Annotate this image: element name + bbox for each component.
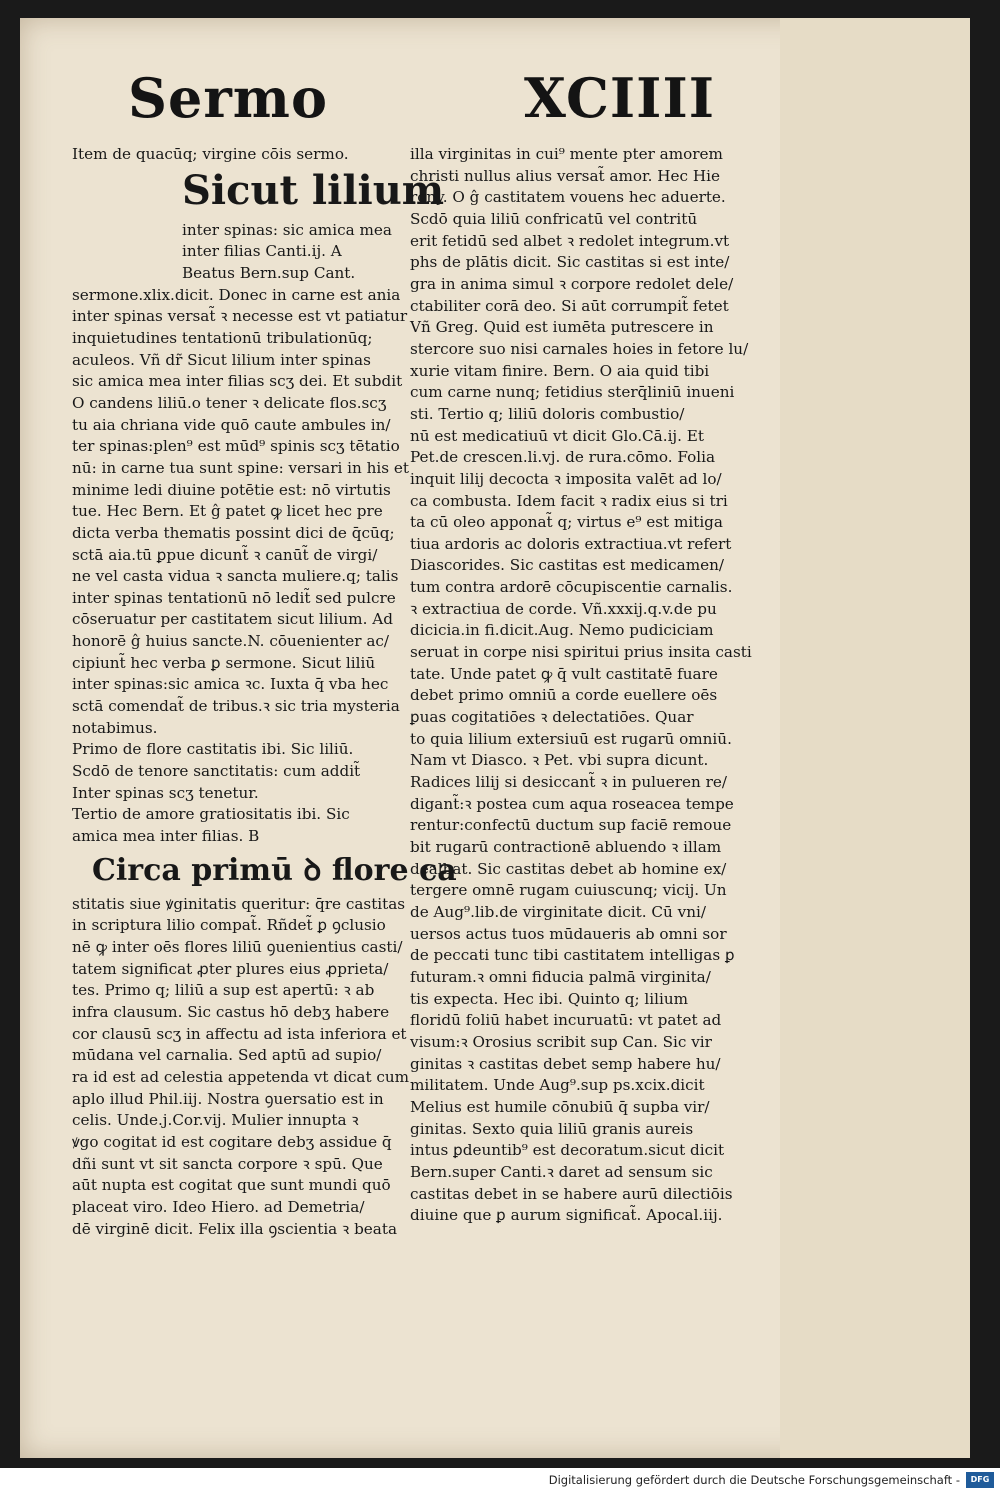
- text-line: dñi sunt vt sit sancta corpore ꝛ spū. Que: [72, 1154, 383, 1173]
- text-line: digant̃:ꝛ postea cum aqua roseacea tempe: [410, 794, 734, 813]
- text-line: inquit lilij decocta ꝛ imposita valēt ad lo/: [410, 469, 722, 488]
- text-line: sti. Tertio q; liliū doloris combustio/: [410, 404, 685, 423]
- text-line: tate. Unde patet ꝙ q̄ vult castitatē fuare: [410, 664, 718, 683]
- text-line: seruat in corpe nisi spiritui prius insita casti: [410, 643, 752, 662]
- text-line: placeat viro. Ideo Hiero. ad Demetria/: [72, 1197, 365, 1216]
- text-line: militatem. Unde Aug⁹.sup ps.xcix.dicit: [410, 1076, 705, 1095]
- text-line: sctā comendat̃ de tribus.ꝛ sic tria mysteria: [72, 697, 400, 716]
- text-line: christi nullus alius versat̃ amor. Hec Hie: [410, 166, 720, 185]
- text-line: illa virginitas in cui⁹ mente pter amorem: [410, 145, 723, 163]
- text-line: Item de quacūq; virgine cōis sermo.: [72, 145, 349, 163]
- text-line: dicicia.in fi.dicit.Aug. Nemo pudiciciam: [410, 621, 714, 640]
- text-line: castitas debet in se habere aurū dilectiōis: [410, 1184, 733, 1203]
- text-line: Bern.super Canti.ꝛ daret ad sensum sic: [410, 1162, 713, 1181]
- text-line: Primo de flore castitatis ibi. Sic liliū.: [72, 740, 354, 759]
- text-line: inter spinas:sic amica ꝛc. Iuxta q̄ vba hec: [72, 675, 389, 694]
- text-line: inter filias Canti.ij. A: [182, 242, 342, 261]
- text-line: stitatis siue ꝟginitatis queritur: q̄re castitas: [72, 894, 406, 913]
- text-line: aūt nupta est cogitat que sunt mundi quō: [72, 1176, 391, 1195]
- text-line: ra id est ad celestia appetenda vt dicat cum: [72, 1067, 410, 1086]
- text-line: cōseruatur per castitatem sicut lilium. Ad: [72, 610, 393, 629]
- text-line: sic amica mea inter filias scʒ dei. Et subdit: [72, 372, 403, 391]
- text-line: celis. Unde.j.Cor.vij. Mulier innupta ꝛ: [72, 1111, 359, 1130]
- text-line: Scdō quia liliū confricatū vel contritū: [410, 209, 698, 228]
- text-line: ꝟgo cogitat id est cogitare debʒ assidue q̄: [72, 1132, 392, 1151]
- text-line: phs de plātis dicit. Sic castitas si est inte/: [410, 253, 730, 272]
- dfg-logo: DFG: [966, 1472, 994, 1488]
- text-line: ꝑuas cogitatiōes ꝛ delectatiōes. Quar: [410, 708, 694, 727]
- text-line: tue. Hec Bern. Et ĝ patet ꝙ licet hec pre: [72, 502, 383, 521]
- text-line: ctabiliter corā deo. Si aūt corrumpit̃ fetet: [410, 296, 729, 315]
- text-line: rony. O ĝ castitatem vouens hec aduerte.: [410, 188, 726, 207]
- text-line: tis expecta. Hec ibi. Quinto q; lilium: [410, 989, 689, 1008]
- text-line: ginitas. Sexto quia liliū granis aureis: [410, 1119, 694, 1138]
- text-line: intus ꝑdeuntib⁹ est decoratum.sicut dicit: [410, 1141, 725, 1160]
- text-line: Circa primū ꝺ flore ca: [92, 852, 457, 888]
- text-column-left: [72, 144, 457, 1240]
- text-line: floridū foliū habet incuruatū: vt patet ad: [410, 1011, 722, 1030]
- text-line: dicta verba thematis possint dici de q̄cūq;: [72, 523, 395, 542]
- folio-number: XCIIII: [524, 66, 715, 130]
- text-line: aculeos. Vñ dr̃ Sicut lilium inter spinas: [72, 350, 371, 369]
- text-line: Inter spinas scʒ tenetur.: [72, 783, 259, 802]
- text-line: honorē ĝ huius sancte.N. cōuenienter ac/: [72, 632, 390, 651]
- running-head-left: Sermo: [128, 66, 328, 130]
- text-line: ne vel casta vidua ꝛ sancta muliere.q; talis: [72, 567, 399, 586]
- text-line: Sicut lilium: [182, 166, 445, 214]
- text-line: futuram.ꝛ omni fiducia palmā virginita/: [410, 967, 711, 986]
- text-line: ta cū oleo apponat̃ q; virtus e⁹ est mitiga: [410, 513, 723, 532]
- text-line: de Aug⁹.lib.de virginitate dicit. Cū vni/: [410, 902, 706, 921]
- text-line: ꝛ extractiua de corde. Vñ.xxxij.q.v.de pu: [410, 599, 717, 618]
- text-line: tum contra ardorē cōcupiscentie carnalis.: [410, 578, 733, 597]
- text-line: inter spinas tentationū nō ledit̃ sed pulcre: [72, 588, 396, 607]
- text-line: Tertio de amore gratiositatis ibi. Sic: [72, 805, 350, 824]
- text-line: minime ledi diuine potētie est: nō virtutis: [72, 480, 391, 499]
- text-line: sermone.xlix.dicit. Donec in carne est ania: [72, 285, 401, 304]
- text-line: dē virginē dicit. Felix illa ꝯscientia ꝛ beata: [72, 1219, 398, 1238]
- text-line: tu aia chriana vide quō caute ambules in/: [72, 415, 391, 434]
- text-line: Vñ Greg. Quid est iumēta putrescere in: [410, 318, 714, 337]
- text-line: mūdana vel carnalia. Sed aptū ad supio/: [72, 1046, 382, 1065]
- text-line: infra clausum. Sic castus hō debʒ habere: [72, 1002, 390, 1021]
- text-line: aplo illud Phil.iij. Nostra ꝯuersatio est in: [72, 1089, 384, 1108]
- text-line: O candens liliū.o tener ꝛ delicate flos.scʒ: [72, 393, 387, 412]
- text-line: cor clausū scʒ in affectu ad ista inferiora et: [72, 1024, 407, 1043]
- text-column-right: [410, 144, 752, 1227]
- text-line: Nam vt Diasco. ꝛ Pet. vbi supra dicunt.: [410, 751, 709, 770]
- text-line: bit rugarū contractionē abluendo ꝛ illam: [410, 838, 722, 856]
- text-line: cum carne nunq; fetidius sterq̄liniū inueni: [410, 383, 735, 402]
- text-line: inter spinas versat̃ ꝛ necesse est vt patiatur: [72, 307, 408, 326]
- text-line: Diascorides. Sic castitas est medicamen/: [410, 556, 725, 575]
- text-line: de peccati tunc tibi castitatem intelligas ꝑ: [410, 946, 735, 965]
- text-line: stercore suo nisi carnales hoies in fetore lu/: [410, 339, 749, 358]
- text-line: gra in anima simul ꝛ corpore redolet dele/: [410, 274, 734, 293]
- text-line: ca combusta. Idem facit ꝛ radix eius si tri: [410, 491, 728, 510]
- text-line: to quia lilium extersiuū est rugarū omniū.: [410, 729, 732, 748]
- text-line: nū: in carne tua sunt spine: versari in his et: [72, 458, 409, 477]
- text-line: tes. Primo q; liliū a sup est apertū: ꝛ ab: [72, 981, 375, 1000]
- text-line: nū est medicatiuū vt dicit Glo.Cā.ij. Et: [410, 426, 704, 445]
- text-line: Beatus Bern.sup Cant.: [182, 263, 356, 282]
- text-line: dealbat. Sic castitas debet ab homine ex/: [410, 859, 727, 878]
- text-line: Melius est humile cōnubiū q̄ supba vir/: [410, 1097, 710, 1116]
- text-line: nē ꝙ inter oēs flores liliū ꝯuenientius casti/: [72, 938, 403, 956]
- text-line: debet primo omniū a corde euellere oēs: [410, 686, 718, 705]
- text-line: cipiunt̃ hec verba ꝑ sermone. Sicut liliū: [72, 653, 376, 672]
- text-line: Pet.de crescen.li.vj. de rura.cōmo. Folia: [410, 448, 716, 467]
- text-line: xurie vitam finire. Bern. O aia quid tibi: [410, 361, 710, 380]
- text-line: uersos actus tuos mūdaueris ab omni sor: [410, 924, 727, 943]
- text-line: inter spinas: sic amica mea: [182, 220, 392, 239]
- funding-credit: Digitalisierung gefördert durch die Deutsche Forschungsgemeinschaft -: [548, 1473, 960, 1487]
- text-line: erit fetidū sed albet ꝛ redolet integrum.vt: [410, 231, 730, 250]
- text-line: diuine que ꝑ aurum significat̃. Apocal.iij.: [410, 1206, 723, 1225]
- text-line: tergere omnē rugam cuiuscunq; vicij. Un: [410, 881, 727, 900]
- page-margin: [780, 18, 970, 1458]
- text-line: amica mea inter filias. B: [72, 827, 260, 846]
- text-line: rentur:confectū ductum sup faciē remoue: [410, 816, 732, 835]
- text-line: sctā aia.tū ꝑpue dicunt̃ ꝛ canūt̃ de virgi/: [72, 545, 378, 564]
- text-line: notabimus.: [72, 718, 158, 737]
- text-line: Scdō de tenore sanctitatis: cum addit̃: [72, 762, 361, 781]
- text-line: ginitas ꝛ castitas debet semp habere hu/: [410, 1054, 721, 1073]
- digitization-footer: [0, 1468, 1000, 1494]
- text-line: tiua ardoris ac doloris extractiua.vt refert: [410, 534, 732, 553]
- text-line: visum:ꝛ Orosius scribit sup Can. Sic vir: [410, 1032, 712, 1051]
- text-line: tatem significat ꝓter plures eius ꝓprieta/: [72, 959, 389, 978]
- text-line: inquietudines tentationū tribulationūq;: [72, 328, 373, 347]
- text-line: Radices lilij si desiccant̃ ꝛ in pulueren re/: [410, 773, 727, 792]
- text-line: in scriptura lilio compat̃. Rñdet̃ ꝑ ꝯclusio: [72, 916, 386, 935]
- text-line: ter spinas:plen⁹ est mūd⁹ spinis scʒ tētatio: [72, 437, 400, 456]
